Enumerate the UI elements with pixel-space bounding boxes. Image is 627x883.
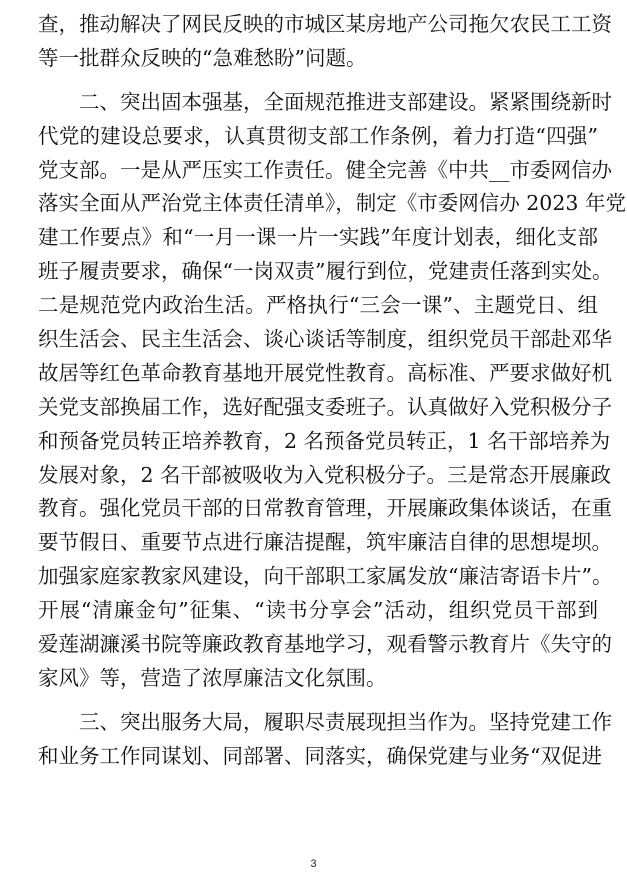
text-line: 要节假日、重要节点进行廉洁提醒，筑牢廉洁自律的思想堤坝。 xyxy=(38,530,612,555)
text-line: 建工作要点》和“一月一课一片一实践”年度计划表，细化支部 xyxy=(38,225,598,250)
paragraph-continued xyxy=(38,8,612,76)
page-number: 3 xyxy=(310,858,317,870)
text-line: 和业务工作同谋划、同部署、同落实，确保党建与业务“双促进 xyxy=(38,743,602,768)
text-line: 爱莲湖濂溪书院等廉政教育基地学习，观看警示教育片《失守的 xyxy=(38,632,612,657)
text-line: 代党的建设总要求，认真贯彻支部工作条例，着力打造“四强” xyxy=(38,123,598,148)
text-line: 加强家庭家教家风建设，向干部职工家属发放“廉洁寄语卡片”。 xyxy=(38,564,613,589)
text-line: 家风》等，营造了浓厚廉洁文化氛围。 xyxy=(38,665,387,690)
paragraph-section-three xyxy=(38,706,612,774)
text-line: 开展“清廉金句”征集、“读书分享会”活动，组织党员干部到 xyxy=(38,598,598,623)
paragraph-gap xyxy=(38,76,598,86)
text-line: 教育。强化党员干部的日常教育管理，开展廉政集体谈话，在重 xyxy=(38,496,612,521)
text-line: 等一批群众反映的“急难愁盼”问题。 xyxy=(38,45,367,70)
text-line: 二是规范党内政治生活。严格执行“三会一课”、主题党日、组 xyxy=(38,293,598,318)
text-line: 和预备党员转正培养教育，2 名预备党员转正，1 名干部培养为 xyxy=(38,428,611,453)
text-line: 二、突出固本强基，全面规范推进支部建设。紧紧围绕新时 xyxy=(38,89,612,114)
text-line: 落实全面从严治党主体责任清单》，制定《市委网信办 2023 年党 xyxy=(38,191,626,216)
text-line: 班子履责要求，确保“一岗双责”履行到位，党建责任落到实处。 xyxy=(38,259,613,284)
text-line: 关党支部换届工作，选好配强支委班子。认真做好入党积极分子 xyxy=(38,394,612,419)
text-line: 三、突出服务大局，履职尽责展现担当作为。坚持党建工作 xyxy=(38,709,612,734)
paragraph-section-two xyxy=(38,86,626,696)
text-line: 故居等红色革命教育基地开展党性教育。高标准、严要求做好机 xyxy=(38,360,612,385)
text-line: 织生活会、民主生活会、谈心谈话等制度，组织党员干部赴邓华 xyxy=(38,327,612,352)
paragraph-gap xyxy=(38,696,598,706)
text-line: 发展对象，2 名干部被吸收为入党积极分子。三是常态开展廉政 xyxy=(38,462,612,487)
text-line: 查，推动解决了网民反映的市城区某房地产公司拖欠农民工工资 xyxy=(38,12,612,36)
body-text xyxy=(38,8,626,774)
text-line: 党支部。一是从严压实工作责任。健全完善《中共__市委网信办 xyxy=(38,157,612,182)
